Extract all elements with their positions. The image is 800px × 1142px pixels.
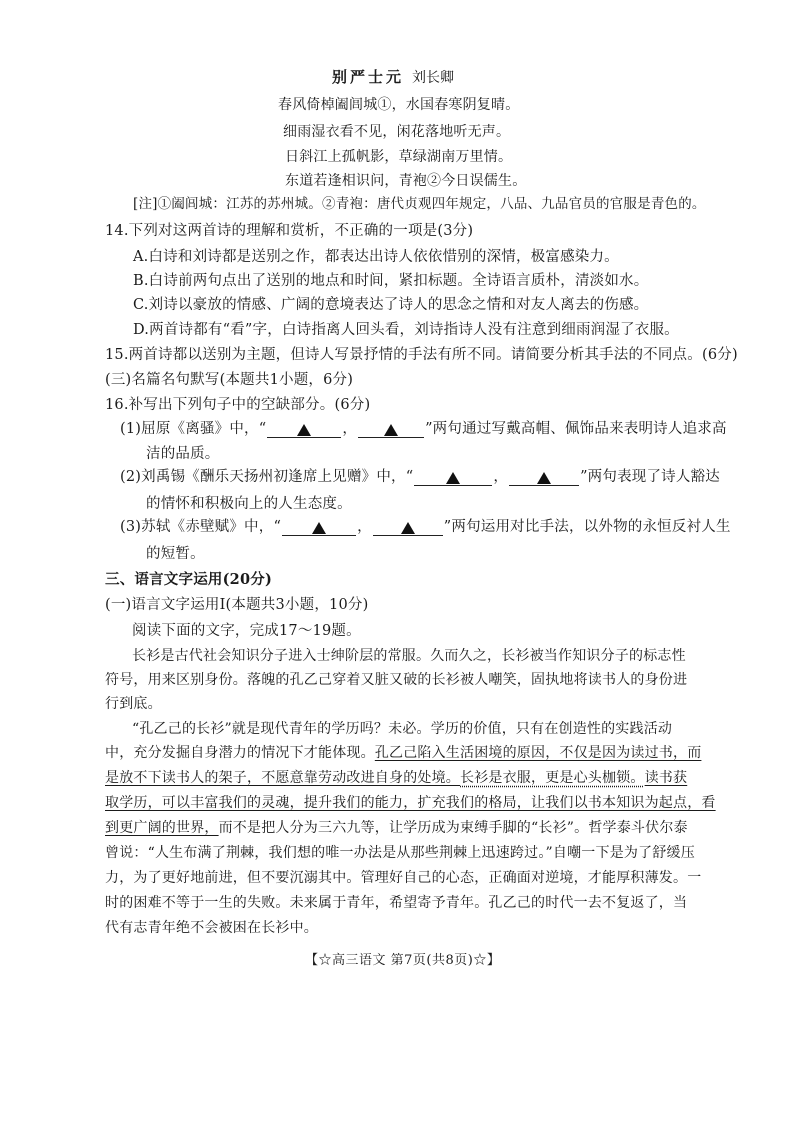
- page-footer: 【☆高三语文 第7页(共8页)☆】: [305, 953, 501, 968]
- passage-text: 而不是把人分为三六九等，让学历成为束缚手脚的“长衫”。哲学泰斗伏尔泰: [218, 820, 688, 836]
- passage-p1-line-1: 长衫是古代社会知识分子进入士绅阶层的常服。久而久之，长衫被当作知识分子的标志性: [132, 648, 686, 664]
- q16-item-3: [120, 518, 731, 536]
- comma: ，: [342, 421, 358, 437]
- q14-option-c: C.刘诗以豪放的情感、广阔的意境表达了诗人的思念之情和对友人离去的伤感。: [133, 297, 649, 313]
- passage-p2-line-2: [105, 746, 701, 760]
- q16-item-1-prefix: (1)屈原《离骚》中，“: [120, 421, 267, 437]
- passage-p2-line-1: “孔乙己的长衫”就是现代青年的学历吗？未必。学历的价值，只有在创造性的实践活动: [132, 721, 673, 737]
- poem-line-4: 东道若逢相识问，青袍②今日误儒生。: [285, 173, 527, 189]
- dotted-sentence: 长衫是衣服，更是心头枷锁。: [460, 770, 645, 786]
- triangle-marker-icon: [401, 522, 415, 534]
- triangle-marker-icon: [446, 472, 460, 484]
- answer-blank-3[interactable]: [414, 470, 492, 486]
- underlined-sentence-2-cont: 取学历，可以丰富我们的灵魂，提升我们的能力，扩充我们的格局，让我们以书本知识为起点，看: [105, 795, 716, 811]
- passage-text: 中，充分发掘自身潜力的情况下才能体现。: [105, 745, 375, 761]
- q16-item-2: [120, 468, 720, 486]
- answer-blank-1[interactable]: [267, 422, 341, 438]
- part3-subheading: (一)语言文字运用Ⅰ(本题共3小题，10分): [105, 597, 369, 613]
- part3-instruction: 阅读下面的文字，完成17～19题。: [132, 623, 361, 639]
- answer-blank-4[interactable]: [509, 470, 579, 486]
- poem-title: [332, 70, 454, 85]
- passage-p2-line-9: 代有志青年绝不会被困在长衫中。: [105, 920, 318, 936]
- q16-item-3-suffix: ”两句运用对比手法，以外物的永恒反衬人生: [443, 519, 731, 535]
- triangle-marker-icon: [384, 424, 398, 436]
- passage-p2-line-6: 曾说：“人生布满了荆棘，我们想的唯一办法是从那些荆棘上迅速跨过。”自嘲一下是为了舒缓压: [105, 845, 695, 861]
- passage-p1-line-2: 符号，用来区别身份。落魄的孔乙己穿着又脏又破的长衫被人嘲笑，固执地将读书人的身份进: [105, 672, 688, 688]
- underlined-sentence-2: 读书获: [644, 770, 688, 786]
- passage-p1-line-3: 行到底。: [105, 696, 162, 712]
- q16-stem: 16.补写出下列句子中的空缺部分。(6分): [105, 397, 371, 413]
- poem-line-1: 春风倚棹阖闾城①，水国春寒阴复晴。: [278, 97, 520, 113]
- passage-p2-line-8: 时的困难不等于一生的失败。未来属于青年，希望寄予青年。孔乙己的时代一去不复返了，当: [105, 895, 688, 911]
- q16-item-2-cont: 的情怀和积极向上的人生态度。: [146, 496, 352, 512]
- q16-item-2-suffix: ”两句表现了诗人豁达: [580, 469, 720, 485]
- comma: ，: [493, 469, 509, 485]
- poem-line-2: 细雨湿衣看不见，闲花落地听无声。: [283, 124, 511, 140]
- comma: ，: [357, 519, 372, 535]
- q16-item-1-suffix: ”两句通过写戴高帽、佩饰品来表明诗人追求高: [425, 421, 727, 437]
- passage-p2-line-3: [105, 771, 687, 785]
- q16-item-3-cont: 的短暂。: [146, 546, 205, 562]
- underlined-sentence-2-end: 到更广阔的世界，: [105, 820, 219, 836]
- triangle-marker-icon: [537, 472, 551, 484]
- q14-stem: 14.下列对这两首诗的理解和赏析，不正确的一项是(3分): [105, 223, 474, 239]
- q16-item-1-cont: 洁的品质。: [146, 446, 220, 462]
- q14-option-d: D.两首诗都有“看”字，白诗指离人回头看，刘诗指诗人没有注意到细雨润湿了衣服。: [133, 322, 679, 338]
- poem-author: 刘长卿: [412, 70, 455, 86]
- part3-heading: 三、语言文字运用(20分): [105, 571, 272, 588]
- poem-line-3: 日斜江上孤帆影，草绿湖南万里情。: [285, 149, 513, 165]
- triangle-marker-icon: [312, 522, 326, 534]
- q14-option-b: B.白诗前两句点出了送别的地点和时间，紧扣标题。全诗语言质朴，清淡如水。: [133, 273, 649, 289]
- q16-item-1: [120, 420, 727, 438]
- passage-p2-line-5: [105, 821, 688, 835]
- triangle-marker-icon: [297, 424, 311, 436]
- poem-note: [注]①阖闾城：江苏的苏州城。②青袍：唐代贞观四年规定，八品、九品官员的官服是青色的。: [133, 196, 706, 212]
- underlined-sentence-1: 孔乙己陷入生活困境的原因，不仅是因为读过书，而: [374, 745, 702, 761]
- answer-blank-5[interactable]: [282, 520, 356, 536]
- passage-p2-line-4: [105, 796, 716, 810]
- poem-title-text: 别严士元: [332, 68, 405, 86]
- q16-item-2-prefix: (2)刘禹锡《酬乐天扬州初逢席上见赠》中，“: [120, 469, 414, 485]
- passage-p2-line-7: 力，为了更好地前进，但不要沉溺其中。管理好自己的心态，正确面对逆境，才能厚积薄发。一: [105, 870, 702, 886]
- underlined-sentence-1-cont: 是放不下读书人的架子，不愿意靠劳动改进自身的处境。: [105, 770, 460, 786]
- q15-stem: 15.两首诗都以送别为主题，但诗人写景抒情的手法有所不同。请简要分析其手法的不同点。(6分): [105, 347, 738, 363]
- answer-blank-6[interactable]: [373, 520, 443, 536]
- answer-blank-2[interactable]: [358, 422, 424, 438]
- q16-item-3-prefix: (3)苏轼《赤壁赋》中，“: [120, 519, 282, 535]
- section-dictation-heading: (三)名篇名句默写(本题共1小题，6分): [105, 372, 354, 388]
- q14-option-a: A.白诗和刘诗都是送别之作，都表达出诗人依依惜别的深情，极富感染力。: [133, 249, 619, 265]
